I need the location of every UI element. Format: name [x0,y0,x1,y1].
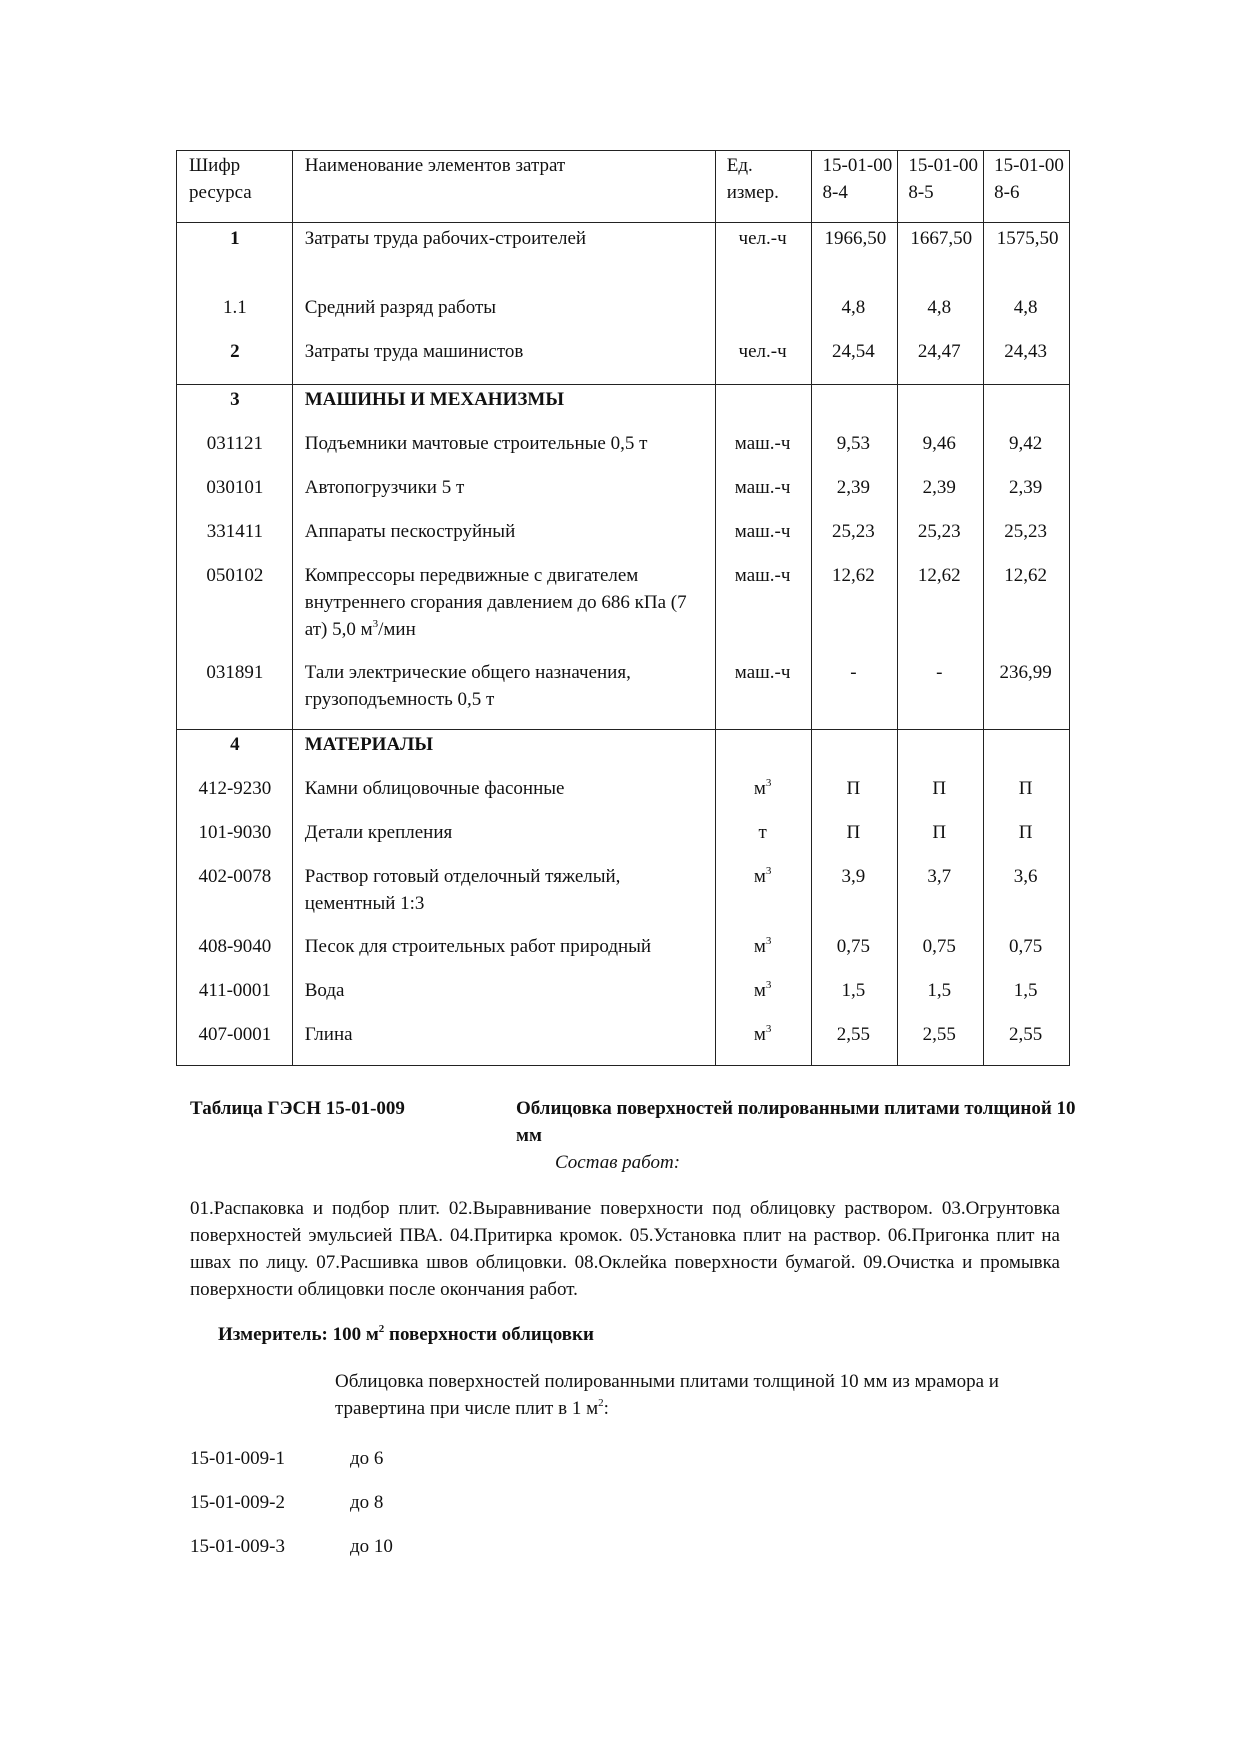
row-code: 030101 [206,477,264,498]
header-unit: Ед. измер. [726,155,779,203]
row-value-6: 2,55 [1008,1024,1043,1045]
header-col6: 15-01-008-6 [994,155,1064,203]
row-unit: $м^3$ [753,1022,772,1045]
row-unit: $м^3$ [753,934,772,957]
row-unit: маш.-ч [734,521,791,542]
row-code: 101-9030 [198,822,272,843]
table-header-group [177,151,1069,222]
item-description: Облицовка поверхностей полированными плитами толщиной 10 мм из мрамора и травертина при числе плит в 1 $м^2$: [335,1371,999,1419]
row-code: 050102 [206,565,264,586]
row-value-5: 4,8 [927,297,952,318]
materials-group [177,729,1069,1065]
row-name: Компрессоры передвижные с двигателем внутреннего сгорания давлением до 686 кПа (7 ат) 5,0 $м^3$/мин [304,565,687,640]
row-unit: $м^3$ [753,864,772,887]
code-list [190,1445,393,1577]
row-value-4: 12,62 [832,565,875,586]
labour-group [177,222,1069,384]
row-value-6: 4,8 [1013,297,1038,318]
table-row [177,474,1069,518]
group-title-row [177,385,1069,430]
row-value-5: 2,55 [922,1024,956,1045]
row-value-6: 1,5 [1013,980,1038,1001]
row-value-6: 9,42 [1008,433,1043,454]
row-code: 402-0078 [198,866,272,887]
group-title: МАТЕРИАЛЫ [304,734,433,755]
row-code: 407-0001 [198,1024,272,1045]
row-code: 408-9040 [198,936,272,957]
row-unit: маш.-ч [734,565,791,586]
row-value-4: 9,53 [836,433,871,454]
table-label: Таблица ГЭСН 15-01-009 [190,1098,405,1119]
header-col4: 15-01-008-4 [822,155,893,203]
table-header-row [177,151,1069,222]
table-row [177,659,1069,729]
header-code: Шифр ресурса [189,155,252,203]
row-value-5: 12,62 [917,565,961,586]
list-item [190,1445,393,1489]
table-row [177,338,1069,384]
row-value-6: 24,43 [1004,341,1047,362]
row-name: Вода [304,980,345,1001]
row-name: Средний разряд работы [304,297,497,318]
row-value-6: П [1018,822,1033,843]
table-row [177,430,1069,474]
table-row [177,819,1069,863]
row-name: Затраты труда машинистов [304,341,524,362]
row-value-5: 9,46 [922,433,956,454]
table-row [177,775,1069,819]
row-value-5: 3,7 [927,866,952,887]
row-value-6: 25,23 [1004,521,1047,542]
header-col5: 15-01-008-5 [908,155,979,203]
item-value: до 8 [350,1492,384,1513]
row-value-4: 1,5 [841,980,866,1001]
table-row [177,518,1069,562]
table-row [177,294,1069,338]
row-value-5: 1,5 [927,980,952,1001]
row-value-4: 1966,50 [824,228,887,249]
row-value-6: 12,62 [1004,565,1047,586]
row-value-5: П [932,822,947,843]
row-value-5: 25,23 [917,521,961,542]
group-title-row [177,730,1069,775]
row-value-5: - [936,662,943,683]
row-name: Детали крепления [304,822,453,843]
row-value-4: - [850,662,857,683]
row-code: 412-9230 [198,778,272,799]
row-code: 031121 [206,433,264,454]
list-item [190,1489,393,1533]
row-code: 411-0001 [198,980,271,1001]
row-code: 1 [230,228,240,249]
row-value-4: 25,23 [832,521,875,542]
table-row [177,223,1069,294]
row-value-6: 0,75 [1008,936,1043,957]
row-value-4: 3,9 [841,866,866,887]
table-row [177,863,1069,933]
header-name: Наименование элементов затрат [304,155,566,176]
row-code: 1.1 [223,297,247,318]
item-value: до 6 [350,1448,384,1469]
row-value-4: П [846,822,861,843]
group-code: 4 [230,734,240,755]
row-value-4: 24,54 [832,341,875,362]
row-value-5: 1667,50 [910,228,973,249]
item-code: 15-01-009-2 [190,1492,285,1513]
row-name: Раствор готовый отделочный тяжелый, цементный 1:3 [304,866,621,914]
row-unit: $м^3$ [753,776,772,799]
item-code: 15-01-009-3 [190,1536,285,1557]
row-value-6: 2,39 [1008,477,1043,498]
row-value-4: 2,39 [836,477,871,498]
row-unit [715,294,811,338]
row-value-4: 0,75 [836,936,871,957]
row-unit: т [758,822,767,843]
row-name: Глина [304,1024,353,1045]
row-value-5: 0,75 [922,936,956,957]
row-value-4: П [846,778,861,799]
row-unit: маш.-ч [734,477,791,498]
table-row [177,933,1069,977]
row-value-5: П [932,778,947,799]
group-code: 3 [230,389,240,410]
row-name: Песок для строительных работ природный [304,936,652,957]
resource-table [176,150,1070,1066]
row-name: Камни облицовочные фасонные [304,778,565,799]
row-unit: маш.-ч [734,662,791,683]
row-unit: $м^3$ [753,978,772,1001]
table-row [177,562,1069,659]
row-name: Тали электрические общего назначения, грузоподъемность 0,5 т [304,662,631,710]
row-name: Подъемники мачтовые строительные 0,5 т [304,433,648,454]
works-text: 01.Распаковка и подбор плит. 02.Выравнивание поверхности под облицовку раствором. 03.Огрунтовка поверхностей эмульсией ПВА. 04.Притирка кромок. 05.Установка плит на раствор. 06.Пригонка плит на швах по лицу. 07.Расшивка швов облицовки. 08.Оклейка поверхности бумагой. 09.Очистка и промывка поверхности облицовки после окончания работ. [190,1198,1060,1300]
row-code: 031891 [206,662,264,683]
measure-unit: Измеритель: 100 $м^2$ поверхности облицовки [218,1322,594,1345]
item-code: 15-01-009-1 [190,1448,285,1469]
row-value-6: 3,6 [1013,866,1038,887]
table-row [177,1021,1069,1065]
row-value-6: 1575,50 [996,228,1059,249]
row-value-6: П [1018,778,1033,799]
row-unit: чел.-ч [738,341,787,362]
row-unit: чел.-ч [738,228,787,249]
works-heading: Состав работ: [555,1152,681,1173]
table-title: Облицовка поверхностей полированными плитами толщиной 10 мм [516,1098,1076,1146]
row-value-6: 236,99 [999,662,1052,683]
group-title: МАШИНЫ И МЕХАНИЗМЫ [304,389,564,410]
table-row [177,977,1069,1021]
row-code: 331411 [206,521,264,542]
row-value-4: 4,8 [841,297,866,318]
row-name: Автопогрузчики 5 т [304,477,465,498]
machines-group [177,384,1069,729]
row-code: 2 [230,341,240,362]
list-item [190,1533,393,1577]
row-name: Затраты труда рабочих-строителей [304,228,587,249]
item-value: до 10 [350,1536,393,1557]
row-value-5: 24,47 [917,341,961,362]
row-unit: маш.-ч [734,433,791,454]
row-value-5: 2,39 [922,477,956,498]
row-value-4: 2,55 [836,1024,871,1045]
row-name: Аппараты пескоструйный [304,521,516,542]
